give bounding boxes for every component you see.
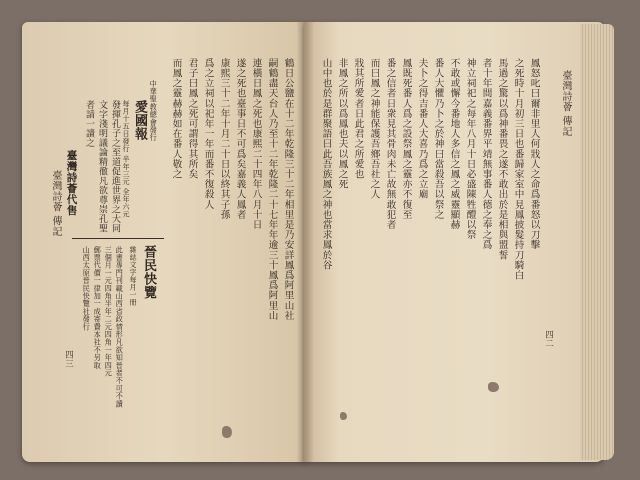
right-column-4: 者十年間嘉義番界平靖無事番人德之奉之爲 [480,58,492,250]
ad1-body-line-1: 發揮孔子之至道促進世界之大同 [110,100,120,233]
page-damage-mark [488,382,499,392]
ad2-body-line-3: 郵票代價一律加一成寄費本社不另取 [93,246,103,370]
right-column-12: 戕其所愛者日此君之所愛也 [352,58,364,180]
right-column-2: 之死時十月初三日也番歸家室中見鳳披髮持刀騎白 [512,58,524,281]
right-column-8: 夫卜之得吉番人大喜乃爲之立廟 [416,58,428,200]
left-column-3: 連橫日鳳之死也康熙二十四年八月十日 [250,58,262,230]
left-column-2: 嗣鶴盡天台人乃至十二年乾隆二十七年年逾三十鳳爲阿里山 [266,58,278,321]
left-page-number: 四三 [63,350,74,368]
left-column-7: 君子曰鳳之死可謂得其所矣 [186,58,198,180]
page-damage-mark [222,426,232,438]
ad1-title: 愛國報 [132,100,147,141]
left-running-header: 臺灣詩薈 傳記 [50,170,61,237]
right-running-header: 臺灣詩薈 傳記 [560,70,571,137]
right-column-3: 馬過之驚以爲神番畏之遂不敢出於是相與盟誓 [496,58,508,260]
right-column-9: 鳳既死番人爲之設祭鳳之靈亦不復至 [400,58,412,220]
left-column-5: 康熙三十二年十月二十日以終其子孫 [218,58,230,220]
ad1-body-line-3: 者請一讀之 [84,100,94,148]
ad2-body-line-4: 山西太原晉民快覽社發行 [82,246,92,331]
page-edge-stack [580,24,614,460]
right-column-14: 山中也於是群聚語曰此吾族鳳之神也當求鳳於谷 [320,58,332,271]
ad1-agent: 臺灣詩薈代售 [65,150,78,216]
right-column-13: 非鳳之所以爲鳳也夫以鳳之死 [336,58,348,190]
page-damage-mark [340,412,347,420]
right-column-5: 神立祠祀之每年八月十日必盛陳牲醴以祭 [464,58,476,240]
left-page [22,22,306,462]
ad2-title: 晉民快覽 [141,245,156,299]
left-column-6: 爲之立祠以祀年一年而番不復殺人 [202,58,214,210]
ad1-publisher: 中華聖教總會發行 [149,80,159,142]
left-column-4: 遂之死也臺事日不可爲矣嘉義人鳳者 [234,58,246,220]
left-column-1: 鶴日公鹽在十二年乾隆三十二年相里是乃安詳鳳爲阿里山社 [282,58,294,321]
ad1-subtitle: 每月十五日發行 半年三元 全年六元 [122,100,130,218]
left-column-8: 而鳳之靈赫赫如在番人敬之 [170,58,182,180]
right-page-number: 四二 [543,330,554,348]
right-column-7: 番人大懼乃卜之於神曰當殺吾以祭之 [432,58,444,220]
ad2-subtitle: 雜誌文字每月一冊 [129,246,137,306]
book-gutter [296,22,314,462]
ad1-body-line-2: 文字淺明議論精徹凡欲尊崇孔聖 [97,100,107,233]
ad2-body-line-1: 此書專門刊載山西省政情形凡欲知晉者不可不讀 [115,246,125,408]
right-column-6: 不敢或懈今番地人多信之鳳之威靈顯赫 [448,58,460,230]
right-column-1: 鳳怒叱曰爾非里人何戕人之命爲番怒以刀擊 [528,58,540,250]
right-column-10: 番之信者日衆見其骨肉未亡故無敢犯者 [384,58,396,230]
right-column-11: 而曰鳳之神能保護吾鄉吾社之人 [368,58,380,200]
ad2-body-line-2: 三個月一元四角半年二元四角一年四元 [104,246,114,377]
ad-divider-rule [72,238,164,239]
